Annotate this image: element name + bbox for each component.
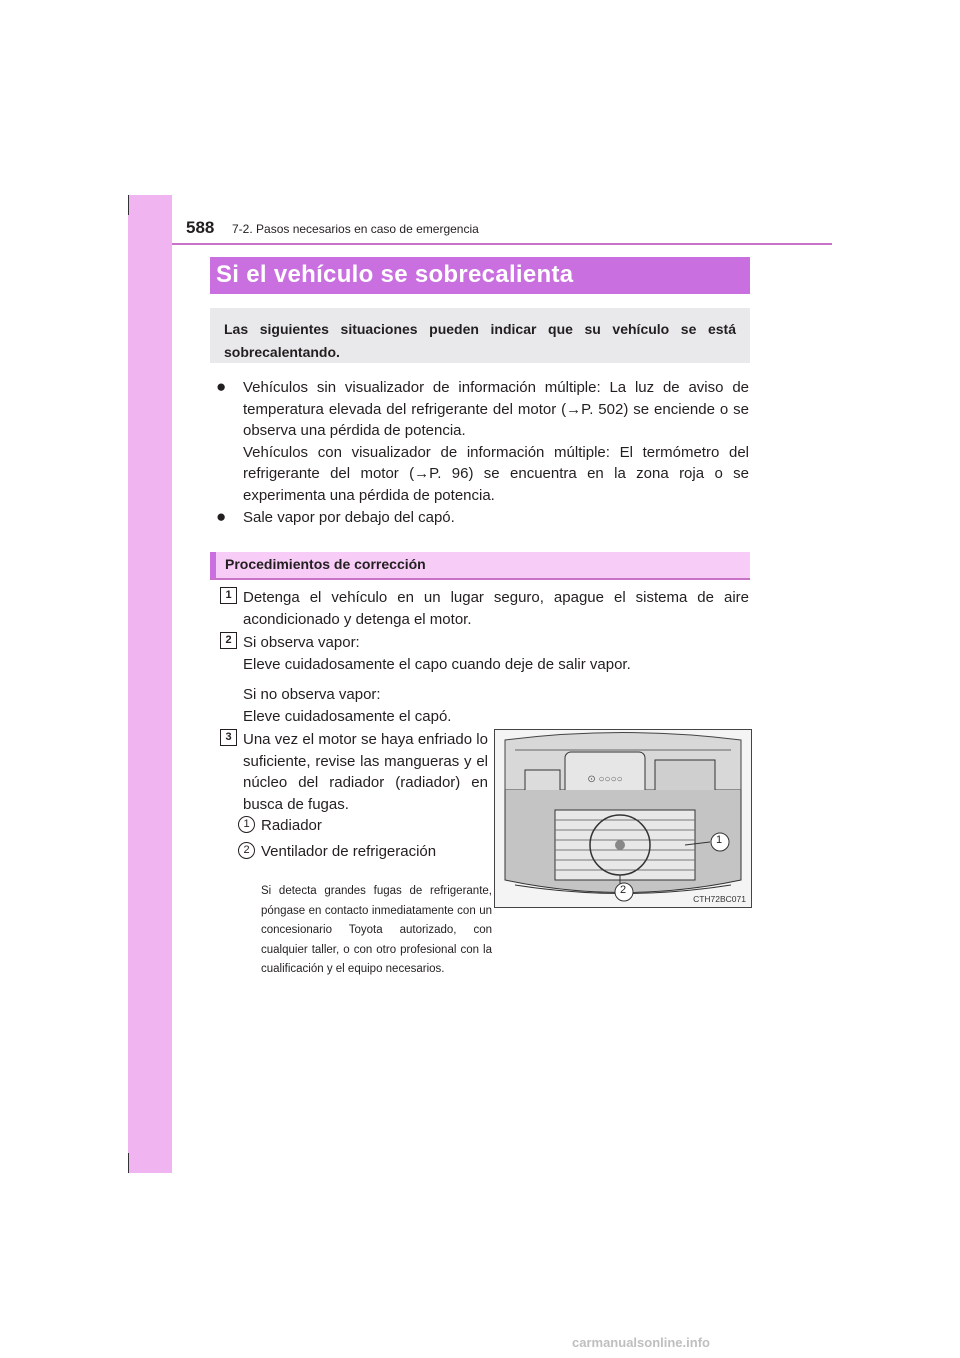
callout-label: Radiador <box>261 817 322 834</box>
svg-text:⊙ ○○○○: ⊙ ○○○○ <box>587 774 623 785</box>
step-text <box>243 729 488 815</box>
step-text <box>243 632 749 727</box>
step-number-box: 1 <box>220 587 237 604</box>
footer-watermark: carmanualsonline.info <box>572 1335 710 1350</box>
step-2-text: Eleve cuidadosamente el capo cuando deje de salir vapor. <box>243 655 631 673</box>
step-number-box: 3 <box>220 729 237 746</box>
running-head: 7-2. Pasos necesarios en caso de emergencia <box>232 222 479 236</box>
figure-marker: 1 <box>716 834 723 846</box>
bullet-item <box>243 507 749 529</box>
crop-mark <box>128 1153 129 1173</box>
intro-text: Las siguientes situaciones pueden indicar que su vehículo se está sobrecalentando. <box>224 321 736 360</box>
page-number: 588 <box>186 218 215 237</box>
bullet-text: Vehículos sin visualizador de información múltiple: La luz de aviso de temperatura elevada del refrigerante del motor (→P. 502) se enciende o se observa una pérdida de potencia. <box>243 379 749 439</box>
section-title-bar <box>210 257 750 294</box>
bullet-text: Vehículos con visualizador de información múltiple: El termómetro del refrigerante del motor (→P. 96) se encuentra en la zona roja o se experimenta una pérdida de potencia. <box>243 443 749 504</box>
intro-box <box>210 308 750 363</box>
bullet-text: Sale vapor por debajo del capó. <box>243 509 455 526</box>
bullet-item <box>243 377 749 506</box>
callout-number: 1 <box>238 816 255 833</box>
section-title: Si el vehículo se sobrecalienta <box>216 261 574 288</box>
callout-number: 2 <box>238 842 255 859</box>
heading-accent-bar <box>210 552 216 578</box>
crop-mark <box>128 195 129 215</box>
bullet-icon: ● <box>216 377 227 396</box>
step-number-box: 2 <box>220 632 237 649</box>
step-2-text: Si observa vapor: <box>243 634 360 651</box>
step-3-text: Una vez el motor se haya enfriado lo suficiente, revise las mangueras y el núcleo del radiador (radiador) en busca de fugas. <box>243 731 488 813</box>
side-tab-strip <box>128 195 172 1173</box>
step-2-text: Si no observa vapor: <box>243 686 381 703</box>
step-1-text: Detenga el vehículo en un lugar seguro, apague el sistema de aire acondicionado y detenga el motor. <box>243 589 749 628</box>
engine-bay-illustration <box>495 730 751 907</box>
step-text <box>243 587 749 630</box>
procedure-heading-text: Procedimientos de corrección <box>225 556 426 572</box>
procedure-heading <box>210 552 750 580</box>
step-2-text: Eleve cuidadosamente el capó. <box>243 707 452 725</box>
callout-label: Ventilador de refrigeración <box>261 843 437 860</box>
engine-bay-figure <box>494 729 752 908</box>
figure-code: CTH72BC071 <box>693 894 746 904</box>
figure-marker: 2 <box>620 884 627 896</box>
leak-note: Si detecta grandes fugas de refrigerante, póngase en contacto inmediatamente con un concesionario Toyota autorizado, con cualquier taller, o con otro profesional con la cualificación y el equipo necesarios. <box>261 885 492 975</box>
header-rule <box>172 243 832 245</box>
bullet-icon: ● <box>216 507 227 526</box>
